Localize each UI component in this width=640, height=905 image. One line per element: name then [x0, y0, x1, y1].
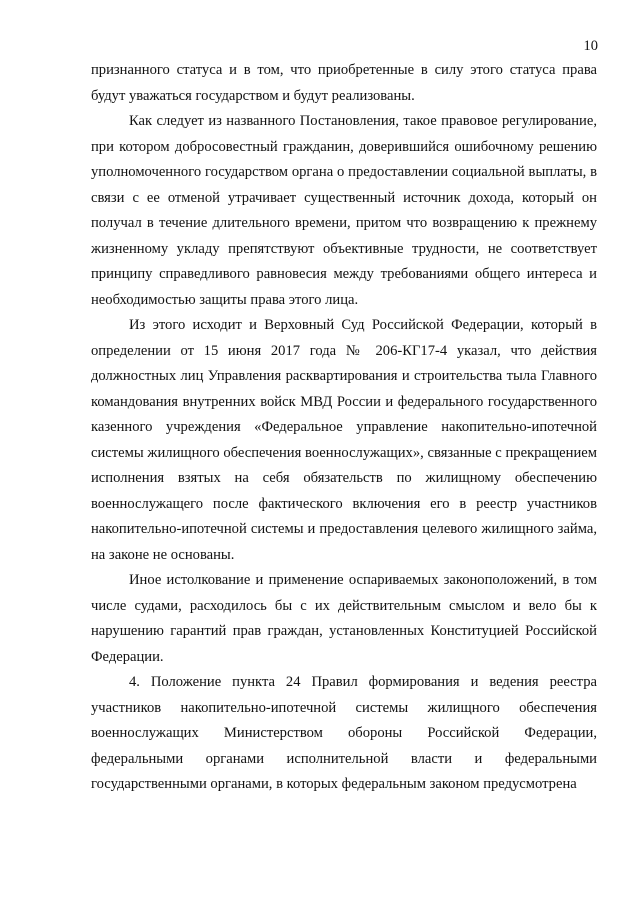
document-body [91, 58, 597, 798]
paragraph-supreme-court: Из этого исходит и Верховный Суд Российской Федерации, который в определении от 15 июня 2017 года № 206-КГ17-4 указал, что действия должностных лиц Управления расквартирования и строительства тыла Главного командования внутренних войск МВД России и федерального государственного казенного учреждения «Федеральное управление накопительно-ипотечной системы жилищного обеспечения военнослужащих», связанные с прекращением исполнения взятых на себя обязательств по жилищному обеспечению военнослужащего после фактического включения его в реестр участников накопительно-ипотечной системы и предоставления целевого жилищного займа, на законе не основаны. [91, 317, 597, 563]
paragraph-interpretation: Иное истолкование и применение оспариваемых законоположений, в том числе судами, расходилось бы с их действительным смыслом и вело бы к нарушению гарантий прав граждан, установленных Конституцией Российской Федерации. [91, 572, 597, 665]
paragraph-resolution-summary: Как следует из названного Постановления, такое правовое регулирование, при котором добросовестный гражданин, доверившийся ошибочному решению уполномоченного государством органа о предоставлении социальной выплаты, в связи с ее отменой утрачивает существенный источник дохода, который он получал в течение длительного времени, притом что возвращению к прежнему жизненному укладу препятствуют объективные трудности, не соответствует принципу справедливого равновесия между требованиями общего интереса и необходимостью защиты права этого лица. [91, 113, 597, 308]
paragraph-section-4: 4. Положение пункта 24 Правил формирования и ведения реестра участников накопительно-ипотечной системы жилищного обеспечения военнослужащих Министерством обороны Российской Федерации, федеральными органами исполнительной власти и федеральными государственными органами, в которых федеральным законом предусмотрена [91, 674, 597, 792]
paragraph-continuation: признанного статуса и в том, что приобретенные в силу этого статуса права будут уважаться государством и будут реализованы. [91, 62, 597, 104]
page-number: 10 [583, 38, 598, 54]
